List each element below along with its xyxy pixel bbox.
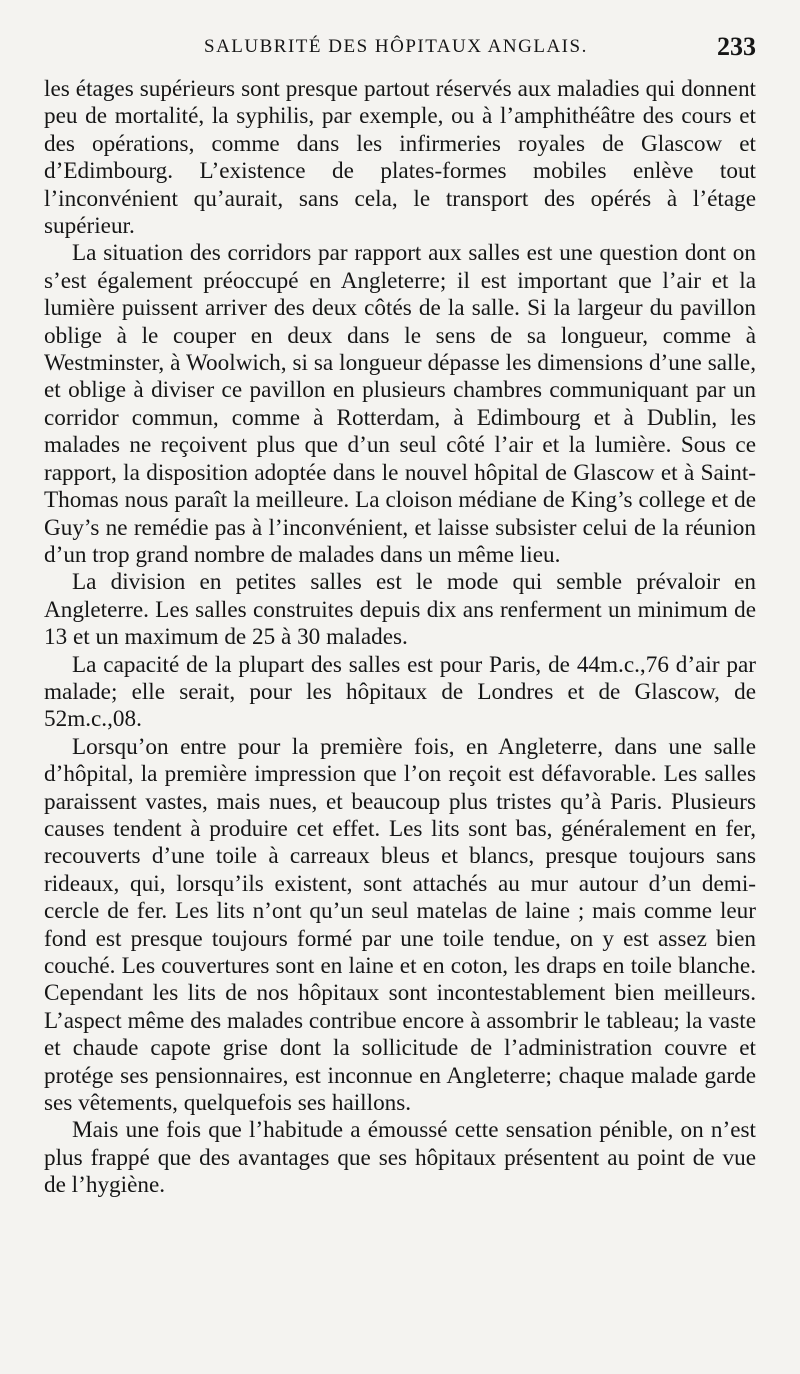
paragraph: La situation des corridors par rapport aux salles est une question dont on s’est également préoccupé en Angleterre; il est important que l’air et la lumière puissent arriver des deux côtés de la salle. Si la largeur du pavillon oblige à le couper en deux dans le sens de sa longueur, comme à Westminster, à Woolwich, si sa longueur dépasse les dimensions d’une salle, et oblige à diviser ce pavillon en plusieurs chambres communiquant par un corridor commun, comme à Rotterdam, à Edimbourg et à Dublin, les malades ne reçoivent plus que d’un seul côté l’air et la lumière. Sous ce rapport, la disposition adoptée dans le nouvel hôpital de Glascow et à Saint-Thomas nous paraît la meilleure. La cloison médiane de King’s college et de Guy’s ne remédie pas à l’inconvénient, et laisse subsister celui de la réunion d’un trop grand nombre de malades dans un même lieu. bbox=[44, 240, 756, 568]
page-number: 233 bbox=[717, 32, 756, 61]
paragraph: La division en petites salles est le mode qui semble prévaloir en Angleterre. Les salles construites depuis dix ans renferment un minimum de 13 et un maximum de 25 à 30 malades. bbox=[44, 569, 756, 651]
body-text bbox=[44, 76, 756, 1200]
paragraph: Mais une fois que l’habitude a émoussé cette sensation pénible, on n’est plus frappé que des avantages que ses hôpitaux présentent au point de vue de l’hygiène. bbox=[44, 1117, 756, 1199]
paragraph: les étages supérieurs sont presque partout réservés aux maladies qui donnent peu de mortalité, la syphilis, par exemple, ou à l’amphithéâtre des cours et des opérations, comme dans les infirmeries royales de Glascow et d’Edimbourg. L’existence de plates-formes mobiles enlève tout l’inconvénient qu’aurait, sans cela, le transport des opérés à l’étage supérieur. bbox=[44, 76, 756, 240]
page-header bbox=[44, 32, 756, 76]
paragraph: Lorsqu’on entre pour la première fois, en Angleterre, dans une salle d’hôpital, la première impression que l’on reçoit est défavorable. Les salles paraissent vastes, mais nues, et beaucoup plus tristes qu’à Paris. Plusieurs causes tendent à produire cet effet. Les lits sont bas, généralement en fer, recouverts d’une toile à carreaux bleus et blancs, presque toujours sans rideaux, qui, lorsqu’ils existent, sont attachés au mur autour d’un demi-cercle de fer. Les lits n’ont qu’un seul matelas de laine ; mais comme leur fond est presque toujours formé par une toile tendue, on y est assez bien couché. Les couvertures sont en laine et en coton, les draps en toile blanche. Cependant les lits de nos hôpitaux sont incontestablement bien meilleurs. L’aspect même des malades contribue encore à assombrir le tableau; la vaste et chaude capote grise dont la sollicitude de l’administration couvre et protége ses pensionnaires, est inconnue en Angleterre; chaque malade garde ses vêtements, quelquefois ses haillons. bbox=[44, 733, 756, 1117]
paragraph: La capacité de la plupart des salles est pour Paris, de 44m.c.,76 d’air par malade; elle serait, pour les hôpitaux de Londres et de Glascow, de 52m.c.,08. bbox=[44, 651, 756, 733]
running-title: SALUBRITÉ DES HÔPITAUX ANGLAIS. bbox=[204, 36, 588, 57]
